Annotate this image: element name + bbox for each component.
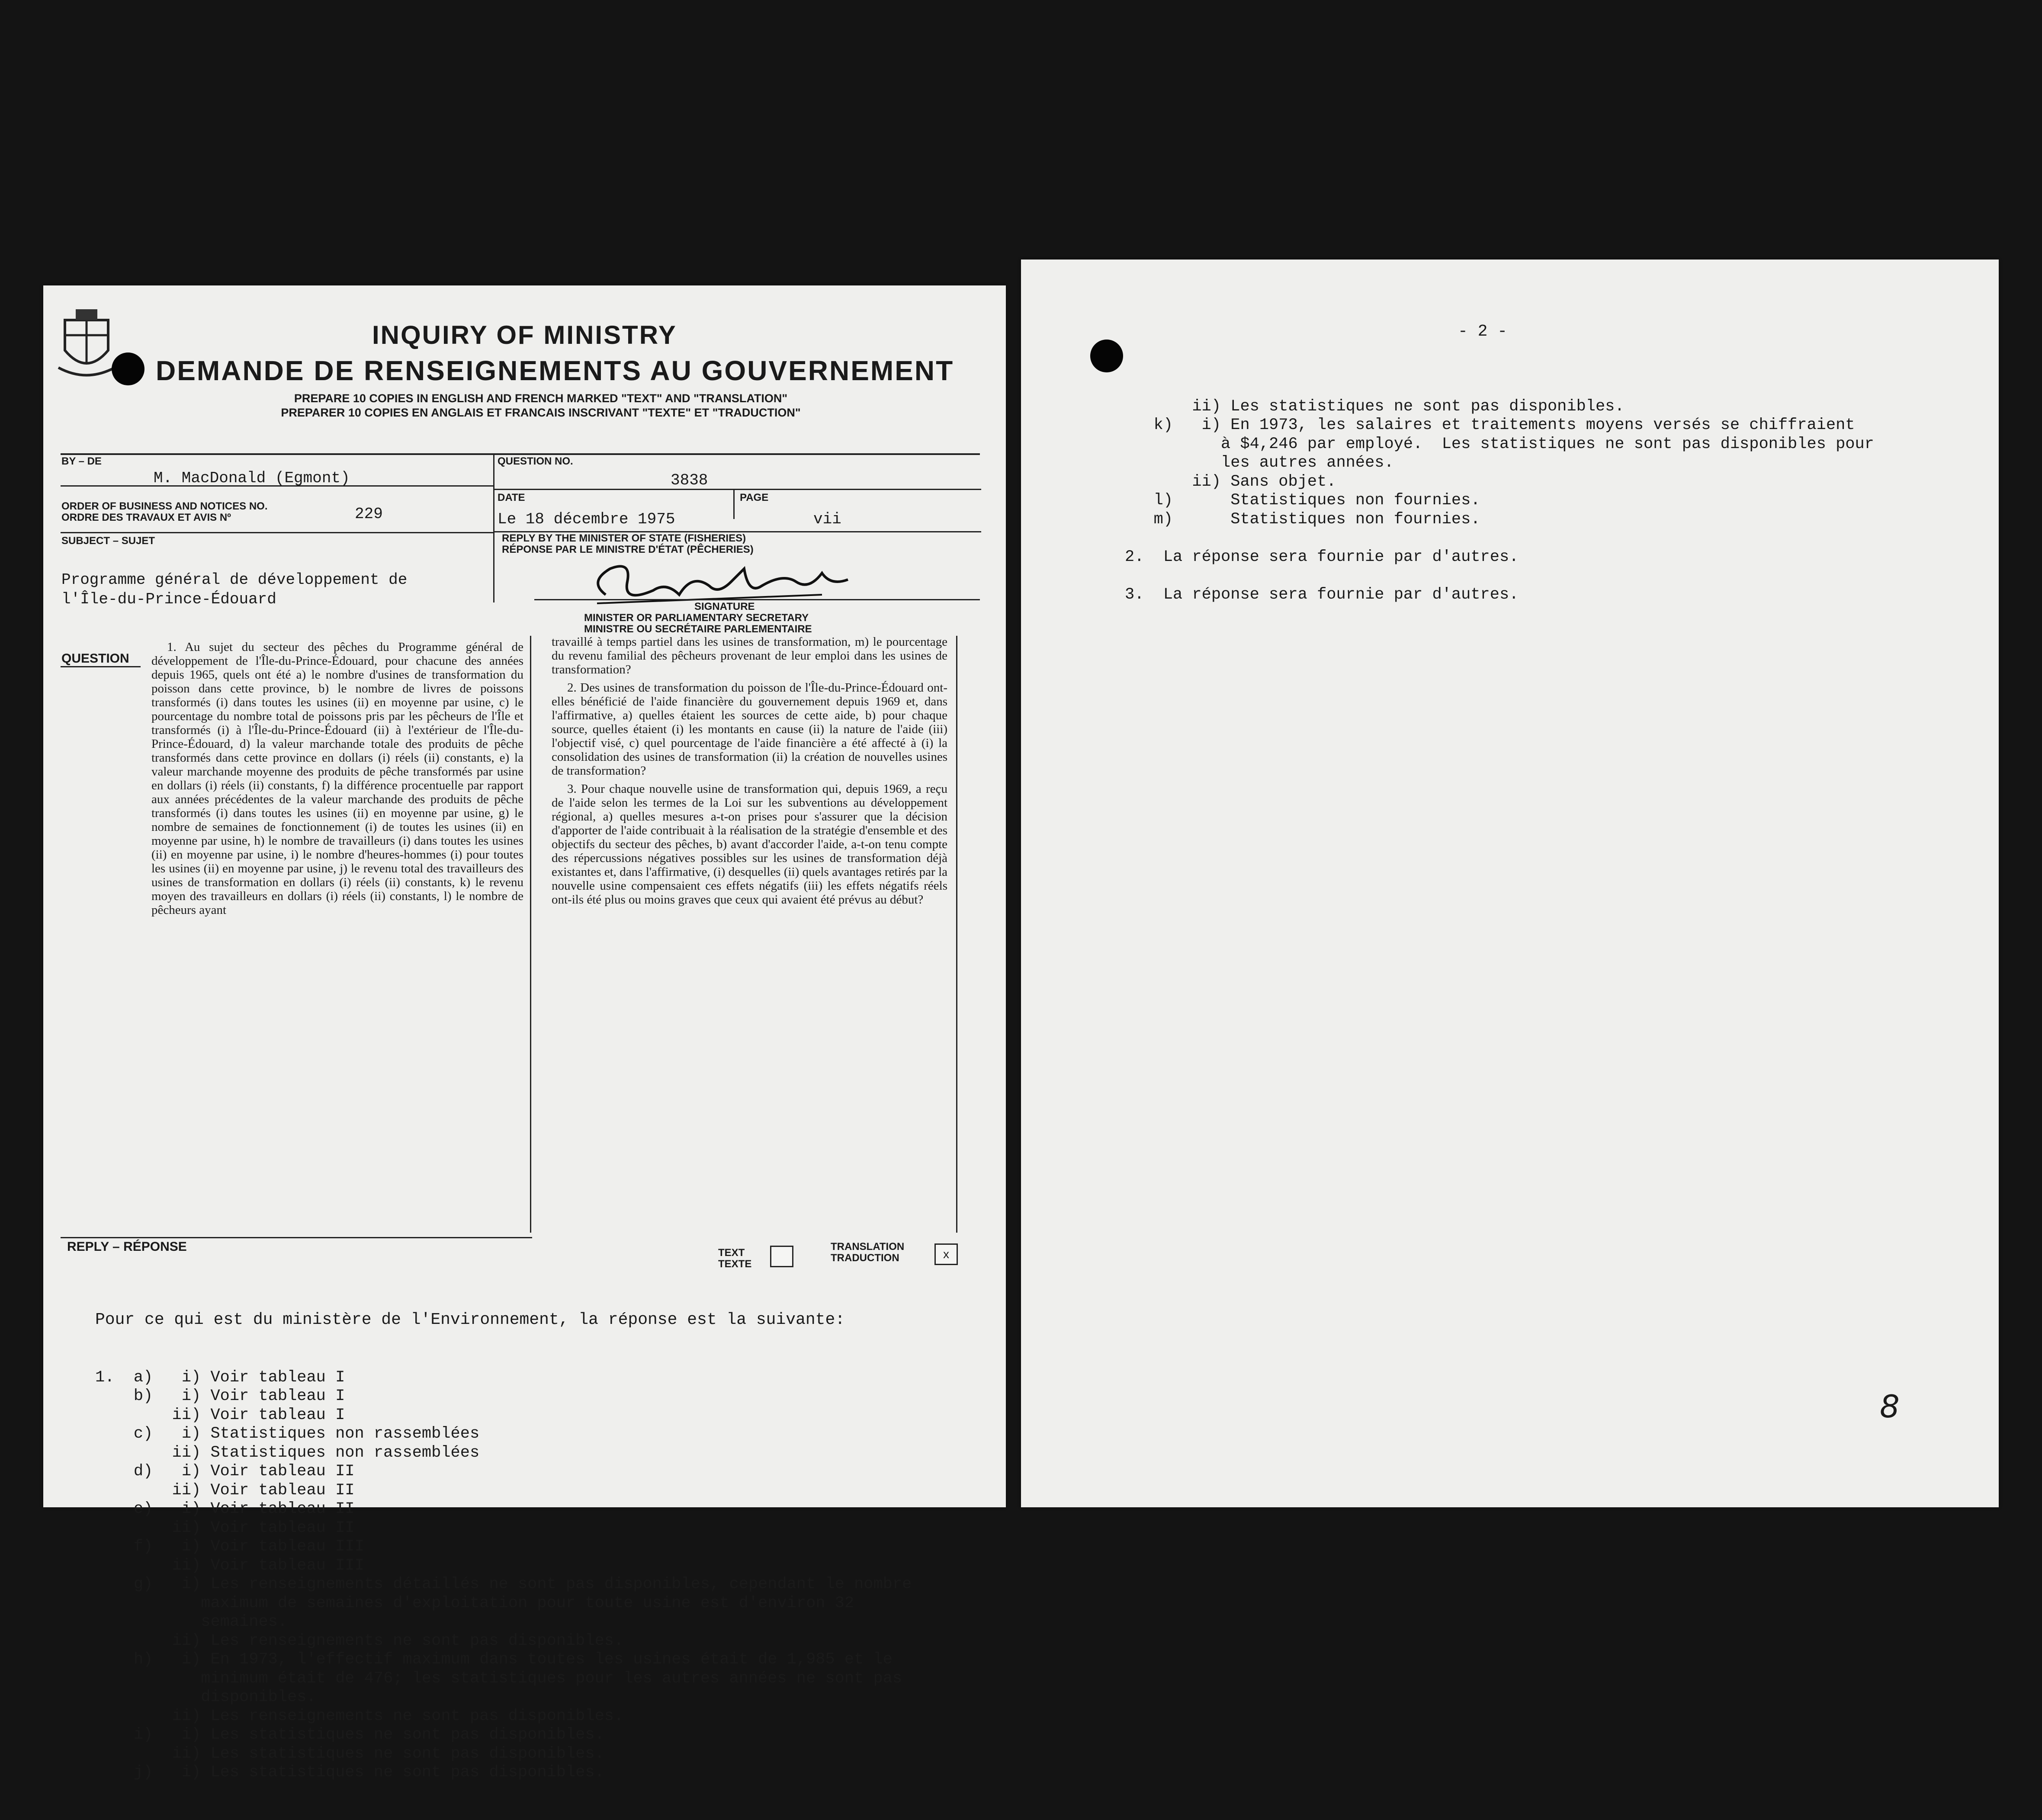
reply-line: b) i) Voir tableau I — [95, 1387, 345, 1405]
by-value: M. MacDonald (Egmont) — [154, 469, 350, 487]
page-number: - 2 - — [1458, 322, 1508, 341]
punch-hole — [1090, 340, 1123, 372]
reply-line: minimum était de 476; les statistiques pour les autres années ne sont pas — [95, 1669, 902, 1688]
date-value: Le 18 décembre 1975 — [498, 510, 675, 528]
reply-line: 3. La réponse sera fournie par d'autres. — [1125, 585, 1519, 604]
order-label-fr: ORDRE DES TRAVAUX ET AVIS Nº — [61, 512, 231, 523]
signature-label: SIGNATURE — [694, 601, 755, 612]
date-label: DATE — [498, 492, 525, 503]
reply-line: ii) Voir tableau I — [95, 1406, 345, 1424]
subject-label: SUBJECT – SUJET — [61, 535, 155, 547]
reply-by-en: REPLY BY THE MINISTER OF STATE (FISHERIES) — [502, 532, 746, 544]
instruction-fr: PREPARER 10 COPIES EN ANGLAIS ET FRANCAIS INSCRIVANT "TEXTE" ET "TRADUCTION" — [281, 406, 801, 419]
instruction-en: PREPARE 10 COPIES IN ENGLISH AND FRENCH MARKED "TEXT" AND "TRANSLATION" — [294, 392, 788, 405]
form-page-1 — [43, 285, 1006, 1782]
reply-label: REPLY – RÉPONSE — [67, 1240, 187, 1254]
reply-line: ii) Voir tableau II — [95, 1481, 355, 1500]
reply-line: les autres années. — [1125, 454, 1394, 472]
form-title-en: INQUIRY OF MINISTRY — [372, 320, 677, 349]
reply-line: d) i) Voir tableau II — [95, 1462, 355, 1480]
reply-line: semaines. — [95, 1613, 288, 1631]
reply-line: j) i) Les statistiques ne sont pas disponibles. — [95, 1763, 604, 1782]
reply-line — [1125, 567, 1874, 586]
reply-line: g) i) Les renseignements détaillés ne sont pas disponibles, cependant le nombre — [95, 1575, 912, 1593]
reply-line: ii) Les statistiques ne sont pas disponibles. — [1125, 397, 1625, 416]
texte-label: TEXTE — [718, 1258, 752, 1270]
question-paragraph-2: 2. Des usines de transformation du poisson de l'Île-du-Prince-Édouard ont-elles bénéficié de l'aide financière du gouvernement depuis 1969 et, dans l'affirmative, a) quelles étaient les sources de cette aide, b) pour chaque source, quelles étaient (i) les montants en cause (ii) la nature de l'aide (iii) l'objectif visé, c) quel pourcentage de l'aide financière a été affecté à (i) la consolidation des usines de transformation (ii) la création de nouvelles usines de transformation? — [552, 681, 947, 778]
reply-line: f) i) Voir tableau III — [95, 1538, 364, 1556]
translation-label: TRANSLATION — [831, 1241, 905, 1253]
page-value: vii — [813, 510, 841, 528]
page-label: PAGE — [740, 492, 769, 503]
reply-line: à $4,246 par employé. Les statistiques ne sont pas disponibles pour — [1125, 435, 1874, 453]
reply-line: ii) Les renseignements ne sont pas disponibles. — [95, 1707, 624, 1725]
by-label: BY – DE — [61, 455, 102, 467]
reply-line: k) i) En 1973, les salaires et traitements moyens versés se chiffraient — [1125, 416, 1855, 434]
question-paragraph-1-continued: travaillé à temps partiel dans les usines de transformation, m) le pourcentage du revenu familial des pêcheurs provenant de leur emploi dans les usines de transformation? — [552, 635, 947, 676]
reply-line: c) i) Statistiques non rassemblées — [95, 1425, 480, 1443]
reply-line: 1. a) i) Voir tableau I — [95, 1368, 345, 1387]
text-label: TEXT — [718, 1247, 745, 1259]
question-label: QUESTION — [61, 651, 129, 666]
question-paragraph-3: 3. Pour chaque nouvelle usine de transformation qui, depuis 1969, a reçu de l'aide selon les termes de la Loi sur les subventions au développement régional, a) quelles mesures a-t-on prises pour s'assurer que la décision d'apporter de l'aide contribuait à la réalisation de la stratégie d'ensemble et des objectifs du secteur des pêches, b) avant d'accorder l'aide, a-t-on tenu compte des répercussions négatives possibles sur les usines de transformation déjà existantes et, dans l'affirmative, (i) desquelles (ii) quels avantages retirés par la nouvelle usine compensaient ces effets négatifs (iii) les effets négatifs réels ont-ils été plus ou moins graves que ceux qui avaient été prévus au début? — [552, 782, 947, 907]
reply-line: 2. La réponse sera fournie par d'autres. — [1125, 548, 1519, 566]
order-value: 229 — [355, 505, 383, 523]
subject-line-1: Programme général de développement de — [61, 571, 408, 589]
handwritten-page-number: 8 — [1880, 1388, 1900, 1425]
form-title-fr: DEMANDE DE RENSEIGNEMENTS AU GOUVERNEMENT — [156, 355, 954, 386]
reply-line: ii) Voir tableau III — [95, 1556, 364, 1575]
reply-line: ii) Les renseignements ne sont pas disponibles. — [95, 1631, 624, 1650]
signer-label-fr: MINISTRE OU SECRÉTAIRE PARLEMENTAIRE — [584, 623, 812, 635]
reply-line: ii) Sans objet. — [1125, 472, 1336, 491]
reply-line: e) i) Voir tableau II — [95, 1500, 355, 1518]
traduction-label: TRADUCTION — [831, 1252, 899, 1264]
question-parts-2-3 — [552, 635, 947, 911]
reply-line: l) Statistiques non fournies. — [1125, 491, 1480, 509]
question-part-1 — [151, 640, 523, 921]
question-no-label: QUESTION NO. — [498, 455, 573, 467]
reply-by-fr: RÉPONSE PAR LE MINISTRE D'ÉTAT (PÊCHERIES) — [502, 544, 754, 555]
reply-intro: Pour ce qui est du ministère de l'Environnement, la réponse est la suivante: — [95, 1311, 845, 1329]
reply-line: m) Statistiques non fournies. — [1125, 510, 1480, 529]
order-label-en: ORDER OF BUSINESS AND NOTICES NO. — [61, 500, 268, 512]
form-instructions — [234, 391, 848, 420]
canada-coat-of-arms-icon — [56, 307, 117, 381]
question-paragraph-1: 1. Au sujet du secteur des pêches du Programme général de développement de l'Île-du-Prince-Édouard, pour chacune des années depuis 1965, quels ont été a) le nombre d'usines de transformation du poisson dans cette province, b) le nombre de livres de poissons transformés (i) dans toutes les usines (ii) en moyenne par usine, c) le pourcentage du nombre total de poissons pris par les pêcheurs de l'Île et transformés (i) à l'Île-du-Prince-Édouard (ii) à l'extérieur de l'Île-du-Prince-Édouard, d) la valeur marchande totale des produits de pêche transformés dans cette province en dollars (i) réels (ii) constants, e) la valeur marchande moyenne des produits de pêche transformés par usine en dollars (i) réels (ii) constants, f) la différence procentuelle par rapport aux années précédentes de la valeur marchande des produits de pêche transformés (i) dans toutes les usines (ii) en moyenne par usine, g) le nombre de semaines de fonctionnement (i) de toutes les usines (ii) en moyenne par usine, h) le nombre de travailleurs (i) dans toutes les usines (ii) en moyenne par usine, i) le nombre d'heures-hommes (i) pour toutes les usines (ii) en moyenne par usine, j) le revenu total des travailleurs des usines de transformation en dollars (i) réels (ii) constants, k) le revenu moyen des travailleurs en dollars (i) réels (ii) constants, l) le nombre de pêcheurs ayant — [151, 640, 523, 917]
reply-line: ii) Statistiques non rassemblées — [95, 1443, 480, 1462]
question-no-value: 3838 — [671, 471, 708, 489]
signer-label-en: MINISTER OR PARLIAMENTARY SECRETARY — [584, 612, 809, 624]
reply-line: ii) Les statistiques ne sont pas disponibles. — [95, 1744, 604, 1763]
reply-continuation — [1125, 378, 1874, 642]
text-checkbox[interactable] — [770, 1246, 793, 1267]
reply-line: ii) Voir tableau II — [95, 1519, 355, 1537]
translation-checkbox[interactable]: x — [934, 1243, 958, 1265]
reply-line: h) i) En 1973, l'effectif maximum dans toutes les usines était de 1,985 et le — [95, 1650, 893, 1669]
reply-line: i) i) Les statistiques ne sont pas disponibles. — [95, 1726, 604, 1744]
reply-line: maximum de semaines d'exploitation pour toute usine est d'environ 32 — [95, 1594, 854, 1612]
reply-list — [95, 1349, 912, 1820]
punch-hole — [112, 352, 144, 385]
reply-line: disponibles. — [95, 1688, 316, 1706]
reply-line — [1125, 529, 1874, 548]
form-page-2 — [1021, 260, 1999, 1507]
subject-line-2: l'Île-du-Prince-Édouard — [61, 590, 276, 608]
